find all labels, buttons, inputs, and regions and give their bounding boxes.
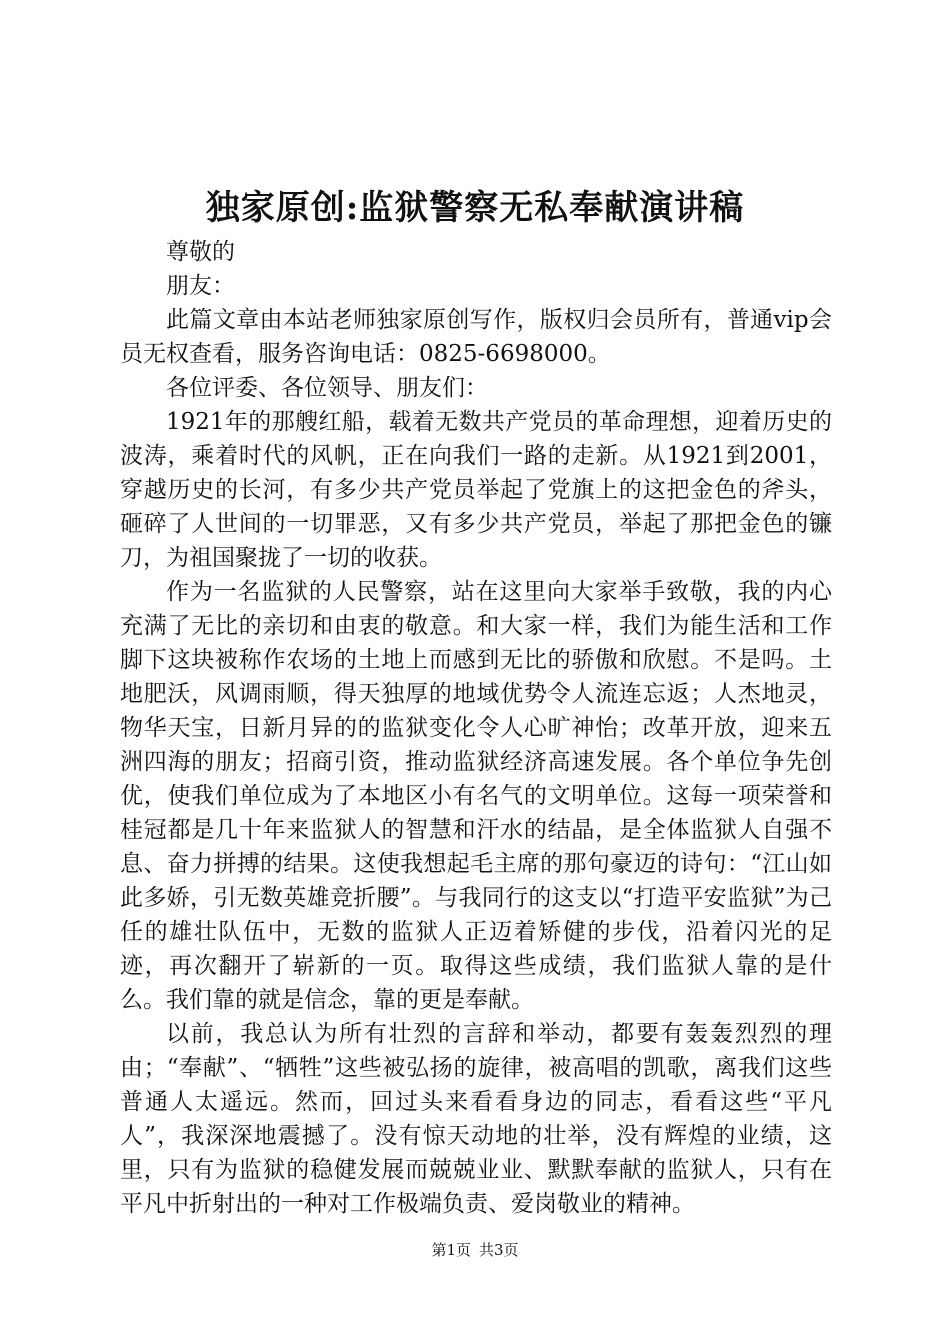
body-paragraph: 以前，我总认为所有壮烈的言辞和举动，都要有轰轰烈烈的理由；“奉献”、“牺牲”这些被弘扬的旋律，被高唱的凯歌，离我们这些普通人太遥远。然而，回过头来看看身边的同志，看看这些“平凡人”，我深深地震撼了。没有惊天动地的壮举，没有辉煌的业绩，这里，只有为监狱的稳健发展而兢兢业业、默默奉献的监狱人，只有在平凡中折射出的一种对工作极端负责、爱岗敬业的精神。 — [120, 1021, 832, 1217]
page-total: 共3页 — [479, 1241, 519, 1259]
page-number: 第1页 — [431, 1241, 471, 1259]
body-paragraph: 作为一名监狱的人民警察，站在这里向大家举手致敬，我的内心充满了无比的亲切和由衷的敬意。和大家一样，我们为能生活和工作脚下这块被称作农场的土地上而感到无比的骄傲和欣慰。不是吗。土地肥沃，风调雨顺，得天独厚的地域优势令人流连忘返；人杰地灵，物华天宝，日新月异的的监狱变化令人心旷神怡；改革开放，迎来五洲四海的朋友；招商引资，推动监狱经济高速发展。各个单位争先创优，使我们单位成为了本地区小有名气的文明单位。这每一项荣誉和桂冠都是几十年来监狱人的智慧和汗水的结晶，是全体监狱人自强不息、奋力拼搏的结果。这使我想起毛主席的那句豪迈的诗句：“江山如此多娇，引无数英雄竞折腰”。与我同行的这支以“打造平安监狱”为己任的雄壮队伍中，无数的监狱人正迈着矫健的步伐，沿着闪光的足迹，再次翻开了崭新的一页。取得这些成绩，我们监狱人靠的是什么。我们靠的就是信念，靠的更是奉献。 — [120, 579, 832, 1013]
salutation-line-2: 朋友： — [166, 273, 235, 299]
copyright-notice: 此篇文章由本站老师独家原创写作，版权归会员所有，普通vip会员无权查看，服务咨询电话：0825-6698000。 — [120, 307, 832, 367]
document-title: 独家原创:监狱警察无私奉献演讲稿 — [205, 188, 745, 228]
salutation-line-1: 尊敬的 — [166, 239, 235, 265]
document-body — [120, 235, 832, 1221]
page-footer — [0, 1238, 950, 1262]
body-paragraph: 1921年的那艘红船，载着无数共产党员的革命理想，迎着历史的波涛，乘着时代的风帆，正在向我们一路的走新。从1921到2001，穿越历史的长河，有多少共产党员举起了党旗上的这把金色的斧头，砸碎了人世间的一切罪恶，又有多少共产党员，举起了那把金色的镰刀，为祖国聚拢了一切的收获。 — [120, 409, 832, 571]
audience-greeting: 各位评委、各位领导、朋友们： — [166, 375, 488, 401]
